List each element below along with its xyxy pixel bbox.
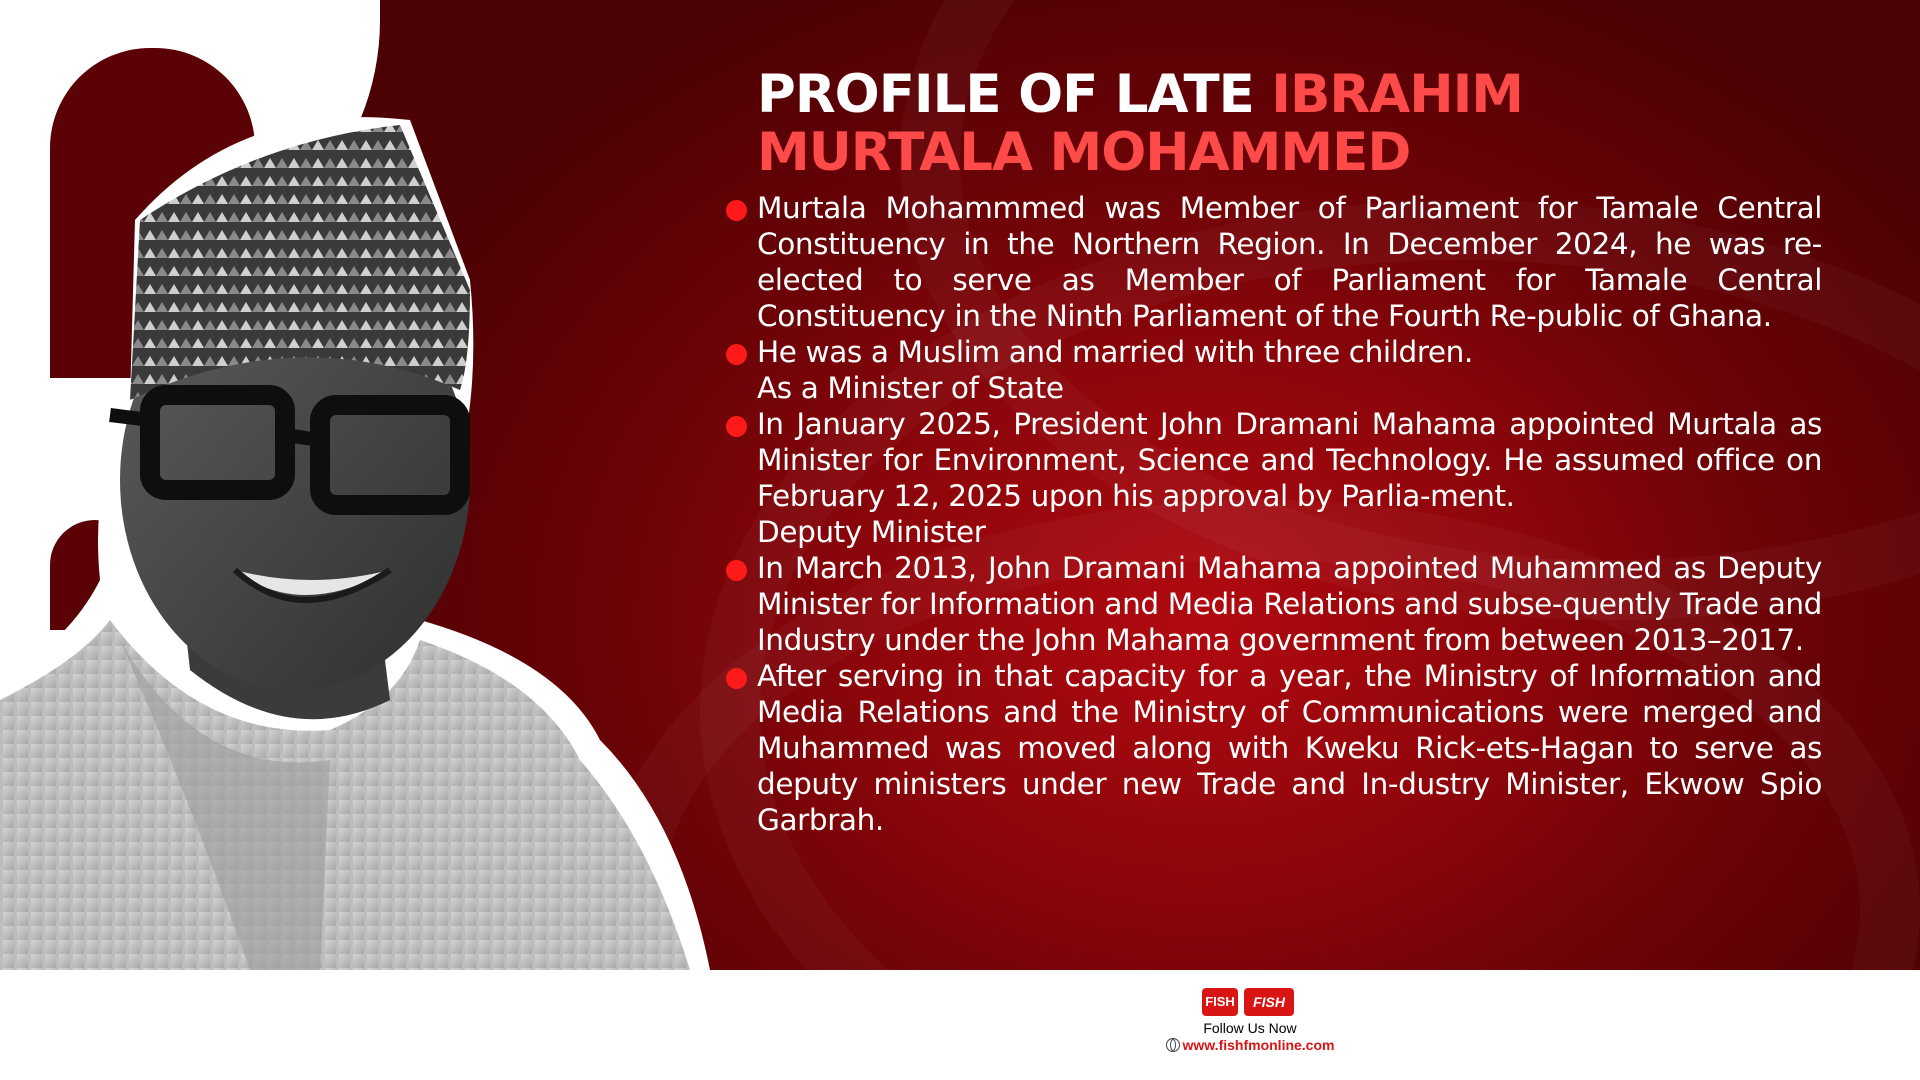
brand-logos bbox=[1120, 984, 1380, 1018]
bullet-item bbox=[720, 190, 1822, 334]
headline-accent-surname: MURTALA MOHAMMED bbox=[757, 122, 1411, 183]
headline-accent-name: IBRAHIM bbox=[1271, 64, 1524, 125]
footer bbox=[1120, 984, 1380, 1064]
headline-line1: PROFILE OF LATE bbox=[757, 64, 1272, 125]
website-row[interactable] bbox=[1120, 1036, 1380, 1054]
bullet-item bbox=[720, 406, 1822, 514]
headline bbox=[757, 66, 1857, 182]
fish-tv-logo: FISH bbox=[1244, 988, 1294, 1016]
bullet-text: In January 2025, President John Dramani Mahama appointed Murtala as Minister for Environment, Science and Technology. He assumed office on February 12, 2025 upon his approval by Parlia-ment. bbox=[757, 407, 1822, 513]
bullet-item bbox=[720, 550, 1822, 658]
bullet-dot-icon bbox=[726, 668, 747, 689]
bullet-dot-icon bbox=[726, 344, 747, 365]
bullet-text: Murtala Mohammmed was Member of Parliament for Tamale Central Constituency in the Northern Region. In December 2024, he was re-elected to serve as Member of Parliament for Tamale Central Constituency in the Ninth Parliament of the Fourth Re-public of Ghana. bbox=[757, 191, 1822, 333]
bullet-dot-icon bbox=[726, 416, 747, 437]
website-link[interactable]: www.fishfmonline.com bbox=[1182, 1037, 1335, 1053]
bullet-text: After serving in that capacity for a year, the Ministry of Information and Media Relations and the Ministry of Communications were merged and Muhammed was moved along with Kweku Rick-ets-Hagan to serve as deputy ministers under new Trade and In-dustry Minister, Ekwow Spio Garbrah. bbox=[757, 659, 1822, 837]
bullet-text: He was a Muslim and married with three children. bbox=[757, 335, 1473, 369]
bullet-dot-icon bbox=[726, 200, 747, 221]
profile-bullet-list bbox=[720, 190, 1822, 838]
bullet-item bbox=[720, 658, 1822, 838]
fish-fm-logo: FISH bbox=[1202, 988, 1238, 1016]
section-subheading: Deputy Minister bbox=[757, 515, 986, 549]
section-subheading: As a Minister of State bbox=[757, 371, 1064, 405]
bullet-dot-icon bbox=[726, 560, 747, 581]
follow-us-text: Follow Us Now bbox=[1203, 1020, 1297, 1036]
globe-icon bbox=[1166, 1038, 1180, 1052]
bullet-text: In March 2013, John Dramani Mahama appointed Muhammed as Deputy Minister for Information and Media Relations and subse-quently Trade and Industry under the John Mahama government from between 2013–2017. bbox=[757, 551, 1822, 657]
portrait-photo bbox=[0, 100, 720, 970]
bullet-item bbox=[720, 334, 1822, 370]
